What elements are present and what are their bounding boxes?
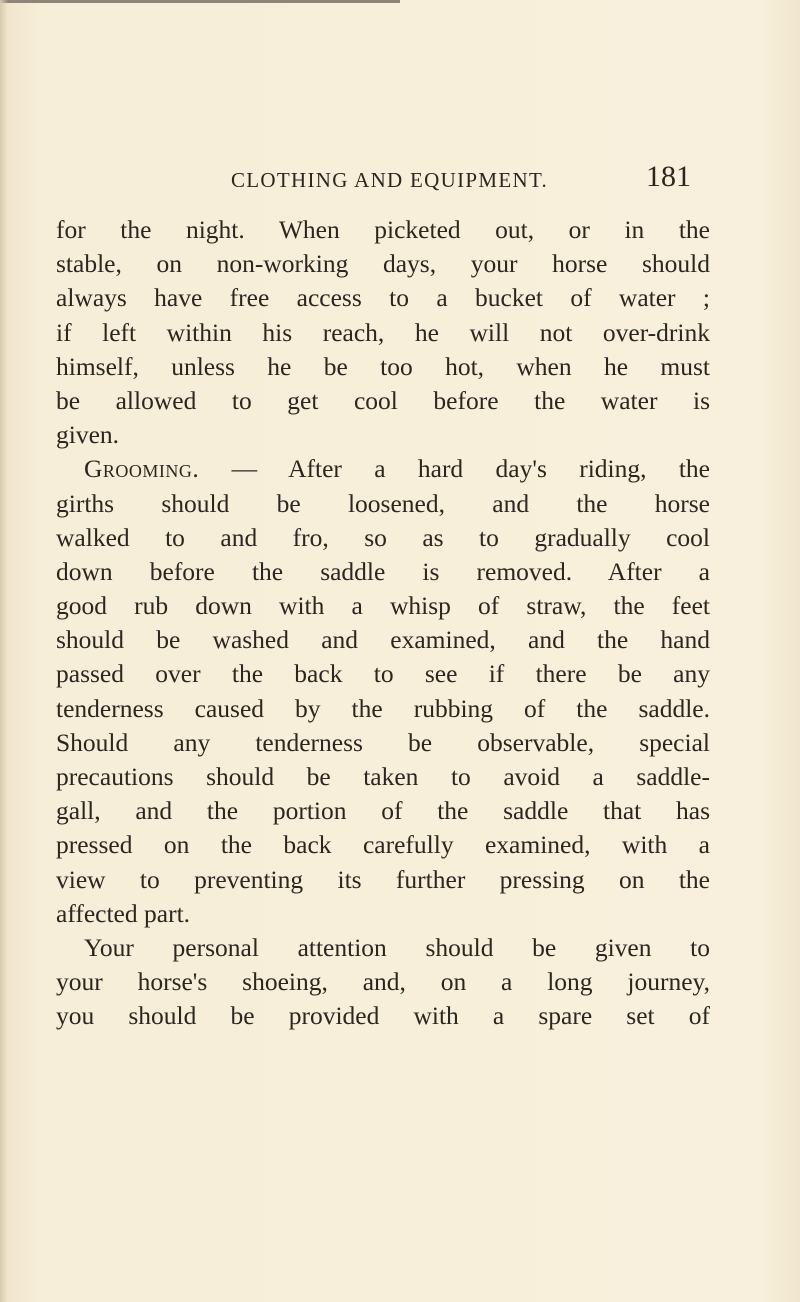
text-line: himself, unless he be too hot, when he must bbox=[56, 351, 710, 381]
text-line: be allowed to get cool before the water is bbox=[56, 385, 710, 415]
text-line: Your personal attention should be given to bbox=[84, 932, 710, 962]
text-line: affected part. bbox=[56, 898, 191, 928]
text-line: walked to and fro, so as to gradually cool bbox=[56, 522, 710, 552]
text-line: passed over the back to see if there be any bbox=[56, 659, 710, 689]
page-number: 181 bbox=[646, 160, 691, 193]
text-line: view to preventing its further pressing on the bbox=[56, 864, 710, 894]
text-line: Should any tenderness be observable, special bbox=[56, 727, 710, 757]
text-line-grooming bbox=[56, 452, 710, 486]
scan-top-rule bbox=[0, 0, 400, 3]
text-line: always have free access to a bucket of water ; bbox=[56, 283, 710, 313]
text-line: down before the saddle is removed. After a bbox=[56, 556, 710, 586]
text-line: your horse's shoeing, and, on a long journey, bbox=[56, 967, 710, 997]
text-line: girths should be loosened, and the horse bbox=[56, 488, 710, 518]
text-run: — After a hard day's riding, the bbox=[199, 454, 710, 484]
text-line: if left within his reach, he will not over-drink bbox=[56, 317, 710, 347]
text-line: pressed on the back carefully examined, with a bbox=[56, 830, 710, 860]
running-head-title: CLOTHING AND EQUIPMENT. bbox=[231, 168, 549, 192]
section-heading-grooming: Grooming. bbox=[84, 454, 200, 484]
text-line: should be washed and examined, and the hand bbox=[56, 625, 710, 655]
body-text bbox=[56, 213, 710, 1034]
text-line: stable, on non-working days, your horse should bbox=[56, 249, 710, 279]
text-line: gall, and the portion of the saddle that has bbox=[56, 796, 710, 826]
text-line: you should be provided with a spare set of bbox=[56, 1001, 710, 1031]
text-line: given. bbox=[56, 420, 120, 450]
text-line: precautions should be taken to avoid a saddle- bbox=[56, 762, 710, 791]
running-head bbox=[0, 160, 800, 200]
text-line: good rub down with a whisp of straw, the feet bbox=[56, 591, 710, 621]
text-line: for the night. When picketed out, or in the bbox=[56, 215, 710, 244]
text-line: tenderness caused by the rubbing of the saddle. bbox=[56, 693, 710, 723]
